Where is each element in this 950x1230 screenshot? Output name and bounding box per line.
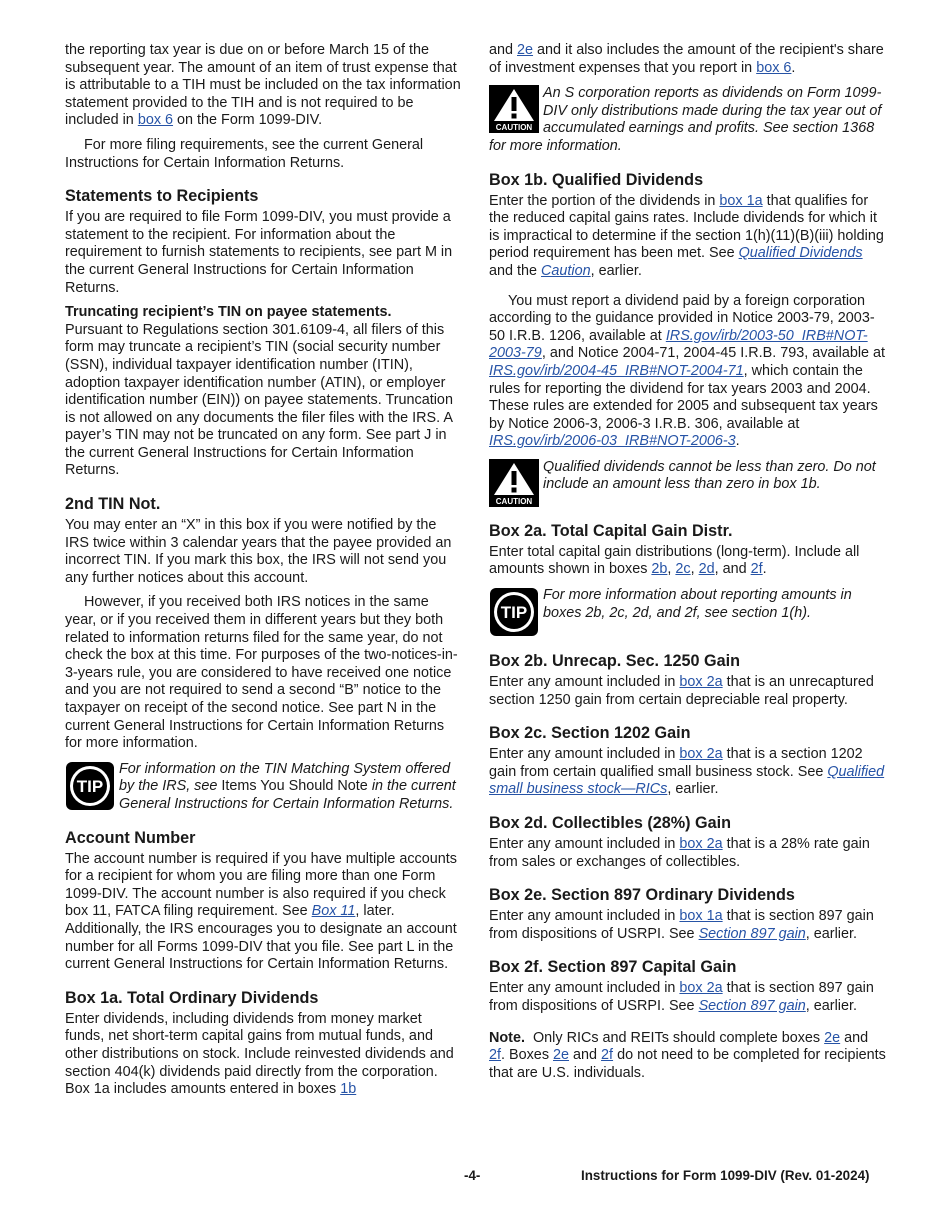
caution-icon <box>489 85 539 133</box>
intro-paragraph: the reporting tax year is due on or before March 15 of the subsequent year. The amount of an item of trust expense that is attributable to a TIH must be included on the tax information statement provided to the TIH and is not required to be included in box 6 on the Form 1099-DIV. <box>65 42 461 129</box>
2nd-tin-paragraph-1: You may enter an “X” in this box if you were notified by the IRS twice within 3 calendar years that the payee provided an incorrect TIN. If you mark this box, the IRS will not send you any further notices about this account. <box>65 517 452 586</box>
link-box-11[interactable]: Box 11 <box>311 903 356 920</box>
box-2b-paragraph: Enter any amount included in box 2a that is an unrecaptured section 1250 gain from certain depreciable real property. <box>489 674 874 708</box>
heading-box-2c: Box 2c. Section 1202 Gain <box>489 724 691 743</box>
link-box-2a[interactable]: box 2a <box>679 980 723 997</box>
link-2e[interactable]: 2e <box>517 42 534 58</box>
caution-text-s-corporation: An S corporation reports as dividends on Form 1099-DIV only distributions made during the tax year out of accumulated earnings and profits. See section 1368 for more information. <box>489 85 882 154</box>
link-notice-2006-3[interactable]: IRS.gov/irb/2006-03_IRB#NOT-2006-3 <box>489 433 736 450</box>
link-box-2a[interactable]: box 2a <box>679 674 723 691</box>
tip-text-tin-matching: For information on the TIN Matching System offered by the IRS, see Items You Should Note in the current General Instructions for Certain Information Returns. <box>119 760 456 812</box>
link-box-6[interactable]: box 6 <box>756 59 792 76</box>
box-1a-continued-paragraph: and 2e and it also includes the amount of the recipient's share of investment expenses that you report in box 6. <box>489 42 884 76</box>
caution-icon-label: CAUTION <box>495 123 533 133</box>
tip-icon <box>489 587 539 637</box>
box-2d-paragraph: Enter any amount included in box 2a that is a 28% rate gain from sales or exchanges of collectibles. <box>489 836 870 870</box>
2nd-tin-paragraph-2: However, if you received both IRS notices in the same year, or if you received them in different years but they both related to information returns filed for the same year, do not check the box at this time. For purposes of the two-notices-in-3-years rule, you are considered to have received one notice and you are not required to send a second “B” notice to the taxpayer on receipt of the second notice. See part N in the current General Instructions for Certain Information Returns for more information. <box>65 594 458 752</box>
heading-box-1a: Box 1a. Total Ordinary Dividends <box>65 988 319 1007</box>
box-2a-paragraph: Enter total capital gain distributions (long-term). Include all amounts shown in boxes 2b, 2c, 2d, and 2f. <box>489 543 860 578</box>
link-notice-2004-71[interactable]: IRS.gov/irb/2004-45_IRB#NOT-2004-71 <box>489 362 744 379</box>
heading-box-2f: Box 2f. Section 897 Capital Gain <box>489 958 737 977</box>
tip-icon-label: TIP <box>76 776 104 796</box>
link-box-1a[interactable]: box 1a <box>719 192 763 209</box>
heading-box-1b: Box 1b. Qualified Dividends <box>489 170 704 189</box>
heading-statements-to-recipients: Statements to Recipients <box>65 187 259 206</box>
filing-requirements-paragraph: For more filing requirements, see the current General Instructions for Certain Information Returns. <box>65 136 424 171</box>
tip-icon-label: TIP <box>500 603 528 623</box>
link-box-1a[interactable]: box 1a <box>679 908 723 925</box>
link-box-2a[interactable]: box 2a <box>679 836 723 853</box>
caution-icon <box>489 459 539 507</box>
tip-text-box-2: For more information about reporting amounts in boxes 2b, 2c, 2d, and 2f, see section 1(h). <box>543 587 852 621</box>
tip-callout-box-2 <box>489 587 886 637</box>
box-2c-paragraph: Enter any amount included in box 2a that is a section 1202 gain from certain qualified small business stock. See Qualified small business stock—RICs, earlier. <box>489 746 885 798</box>
heading-box-2d: Box 2d. Collectibles (28%) Gain <box>489 814 731 833</box>
link-2f[interactable]: 2f <box>489 1047 502 1064</box>
tip-callout-tin-matching <box>65 761 462 814</box>
link-2e[interactable]: 2e <box>553 1047 570 1064</box>
heading-account-number: Account Number <box>65 828 196 847</box>
link-notice-2003-79[interactable]: IRS.gov/irb/2003-50_IRB#NOT-2003-79 <box>489 327 868 362</box>
left-column <box>65 42 462 1106</box>
right-column <box>489 42 886 1089</box>
heading-box-2b: Box 2b. Unrecap. Sec. 1250 Gain <box>489 652 741 671</box>
box-1a-paragraph: Enter dividends, including dividends from money market funds, net short-term capital gains from mutual funds, and other distributions on stock. Include reinvested dividends and section 404(k) dividends paid directly from the corporation. Box 1a includes amounts entered in boxes 1b <box>65 1010 454 1098</box>
footer-title: Instructions for Form 1099-DIV (Rev. 01-2024) <box>581 1168 870 1183</box>
truncating-paragraph: Truncating recipient’s TIN on payee statements. Pursuant to Regulations section 301.6109-4, all filers of this form may truncate a recipient’s TIN (social security number (SSN), individual taxpayer identification number (ITIN), adoption taxpayer identification number (ATIN), or employer identification number (EIN)) on payee statements. Truncation is not allowed on any documents the filer files with the IRS. A payer’s TIN may not be truncated on any form. See part J in the current General Instructions for Certain Information Returns. <box>65 304 453 479</box>
link-section-897-gain[interactable]: Section 897 gain <box>698 998 806 1014</box>
box-2f-paragraph: Enter any amount included in box 2a that is section 897 gain from dispositions of USRPI. See Section 897 gain, earlier. <box>489 980 874 1014</box>
page-number: -4- <box>464 1168 481 1183</box>
heading-2nd-tin: 2nd TIN Not. <box>65 495 161 514</box>
link-qualified-small-business-stock[interactable]: Qualified small business stock—RICs <box>489 763 885 798</box>
link-box-6[interactable]: box 6 <box>137 112 174 129</box>
link-box-2a[interactable]: box 2a <box>679 746 723 763</box>
link-2c[interactable]: 2c <box>675 561 691 578</box>
box-2e-paragraph: Enter any amount included in box 1a that is section 897 gain from dispositions of USRPI. See Section 897 gain, earlier. <box>489 908 874 942</box>
foreign-corporation-paragraph: You must report a dividend paid by a foreign corporation according to the guidance provided in Notice 2003-79, 2003-50 I.R.B. 1206, available at IRS.gov/irb/2003-50_IRB#NOT-2003-79, and Notice 2004-71, 2004-45 I.R.B. 793, available at IRS.gov/irb/2004-45_IRB#NOT-2004-71, which contain the rules for reporting the dividend for tax years 2003 and 2004. These rules are extended for 2005 and subsequent tax years by Notice 2006-3, 2006-3 I.R.B. 306, available at IRS.gov/irb/2006-03_IRB#NOT-2006-3. <box>489 292 886 450</box>
link-2f[interactable]: 2f <box>750 561 763 578</box>
statements-paragraph: If you are required to file Form 1099-DIV, you must provide a statement to the recipient. For information about the requirement to furnish statements to recipients, see part M in the current General Instructions for Certain Information Returns. <box>65 209 453 296</box>
link-2f[interactable]: 2f <box>601 1047 614 1064</box>
link-2e[interactable]: 2e <box>824 1029 841 1046</box>
heading-box-2e: Box 2e. Section 897 Ordinary Dividends <box>489 886 795 905</box>
heading-box-2a: Box 2a. Total Capital Gain Distr. <box>489 521 733 540</box>
link-2d[interactable]: 2d <box>698 561 715 578</box>
caution-icon-label: CAUTION <box>495 496 533 506</box>
account-number-paragraph: The account number is required if you have multiple accounts for a recipient for whom you are filing more than one Form 1099-DIV. The account number is also required if you check box 11, FATCA filing requirement. See Box 11, later. Additionally, the IRS encourages you to designate an account number for all Forms 1099-DIV that you file. See part L in the current General Instructions for Certain Information Returns. <box>65 850 457 973</box>
caution-callout-s-corporation <box>489 85 886 155</box>
link-section-897-gain[interactable]: Section 897 gain <box>698 925 806 942</box>
link-qualified-dividends[interactable]: Qualified Dividends <box>738 245 863 262</box>
link-1b[interactable]: 1b <box>340 1081 357 1098</box>
link-2b[interactable]: 2b <box>651 561 668 578</box>
box-1b-paragraph: Enter the portion of the dividends in box 1a that qualifies for the reduced capital gains rates. Include dividends for which it is impractical to determine if the section 1(h)(11)(B)(iii) holding period requirement has been met. See Qualified Dividends and the Caution, earlier. <box>489 192 884 279</box>
caution-text-qualified-dividends: Qualified dividends cannot be less than zero. Do not include an amount less than zero in box 1b. <box>543 458 876 493</box>
caution-callout-qualified-dividends <box>489 459 886 507</box>
note-label: Note. <box>489 1029 525 1046</box>
link-caution[interactable]: Caution <box>541 262 591 279</box>
truncating-title: Truncating recipient’s TIN on payee statements. <box>65 304 392 321</box>
tip-icon <box>65 761 115 811</box>
note-paragraph: Note. Only RICs and REITs should complete boxes 2e and 2f. Boxes 2e and 2f do not need to be completed for recipients that are U.S. individuals. <box>489 1029 886 1081</box>
